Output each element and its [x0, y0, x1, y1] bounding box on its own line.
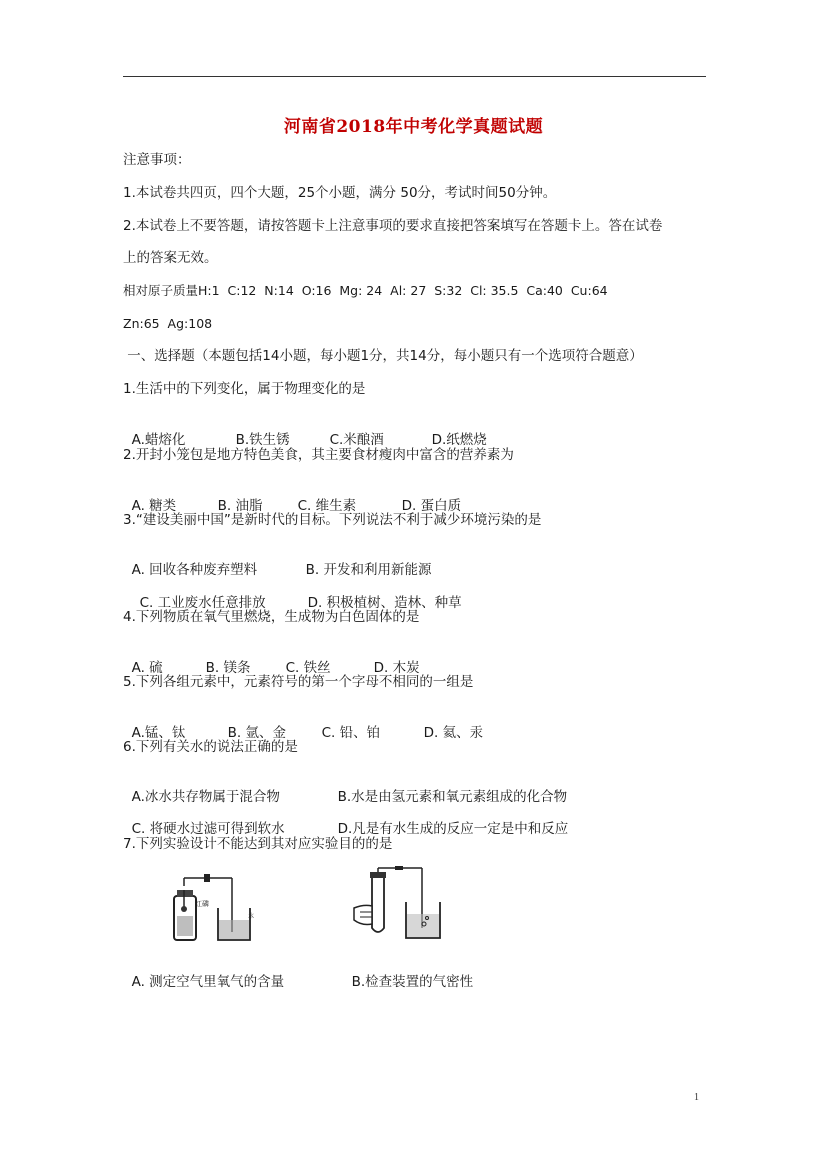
option-b: B.水是由氢元素和氧元素组成的化合物 [337, 789, 568, 805]
option-b: B. 油脂 [217, 498, 263, 514]
option-a: A. 回收各种废弃塑料 [131, 562, 258, 578]
question-3-options-cd [131, 576, 462, 612]
question-3-options-ab [123, 543, 431, 579]
option-c: C. 铅、铂 [321, 725, 381, 741]
option-b: B.铁生锈 [235, 432, 290, 448]
question-6-options-cd [123, 802, 568, 838]
option-a: A.蜡熔化 [131, 432, 186, 448]
label-water: 水 [248, 913, 255, 920]
option-a: A. 糖类 [131, 498, 177, 514]
question-4-options [123, 641, 420, 677]
note-2: 2.本试卷上不要答题，请按答题卡上注意事项的要求直接把答案填写在答题卡上。答在试卷 [123, 218, 663, 234]
option-a: A. 硫 [131, 660, 163, 676]
question-5-stem: 5.下列各组元素中，元素符号的第一个字母不相同的一组是 [123, 674, 474, 690]
question-2-options [123, 479, 461, 515]
option-a: A.冰水共存物属于混合物 [131, 789, 280, 805]
option-c: C. 铁丝 [285, 660, 331, 676]
option-d: D. 蛋白质 [401, 498, 462, 514]
question-1-options [123, 413, 487, 449]
option-b: B. 氩、金 [227, 725, 286, 741]
option-a: A.锰、钛 [131, 725, 186, 741]
option-d: D.纸燃烧 [431, 432, 487, 448]
atomic-mass-line-2: Zn:65 Ag:108 [123, 316, 213, 331]
question-7-options [123, 955, 473, 991]
option-d: D.凡是有水生成的反应一定是中和反应 [337, 821, 569, 837]
option-c: C. 维生素 [297, 498, 357, 514]
option-c: C. 工业废水任意排放 [139, 595, 266, 611]
question-4-stem: 4.下列物质在氧气里燃烧，生成物为白色固体的是 [123, 609, 420, 625]
option-b: B.检查装置的气密性 [351, 974, 474, 990]
header-rule [123, 76, 706, 77]
page-number: 1 [694, 1092, 699, 1103]
question-7-stem: 7.下列实验设计不能达到其对应实验目的的是 [123, 836, 393, 852]
option-d: D. 氦、汞 [423, 725, 484, 741]
option-b: B. 开发和利用新能源 [305, 562, 432, 578]
notes-heading: 注意事项： [123, 152, 191, 168]
option-d: D. 积极植树、造林、种草 [307, 595, 462, 611]
option-c: C. 将硬水过滤可得到软水 [131, 821, 285, 837]
question-2-stem: 2.开封小笼包是地方特色美食，其主要食材瘦肉中富含的营养素为 [123, 447, 514, 463]
option-b: B. 镁条 [205, 660, 251, 676]
note-3: 上的答案无效。 [123, 250, 218, 266]
question-1-stem: 1.生活中的下列变化，属于物理变化的是 [123, 381, 366, 397]
question-3-stem: 3.“建设美丽中国”是新时代的目标。下列说法不利于减少环境污染的是 [123, 512, 542, 528]
option-c: C.米酿酒 [329, 432, 384, 448]
atomic-mass-line-1: 相对原子质量H:1 C:12 N:14 O:16 Mg: 24 Al: 27 S:32 Cl: 35.5 Ca:40 Cu:64 [123, 283, 608, 298]
option-d: D. 木炭 [373, 660, 420, 676]
option-a: A. 测定空气里氧气的含量 [131, 974, 285, 990]
question-5-options [123, 706, 483, 742]
figure-airtightness-apparatus [350, 866, 450, 946]
note-1: 1.本试卷共四页，四个大题，25个小题，满分 50分，考试时间50分钟。 [123, 185, 557, 201]
page-title: 河南省2018年中考化学真题试题 [283, 117, 544, 137]
label-red-phosphorus: 红磷 [195, 900, 209, 908]
section-heading: 一、选择题（本题包括14小题，每小题1分，共14分，每小题只有一个选项符合题意） [123, 348, 643, 364]
question-6-stem: 6.下列有关水的说法正确的是 [123, 739, 298, 755]
figure-oxygen-content-apparatus [160, 872, 260, 944]
question-6-options-ab [123, 770, 567, 806]
